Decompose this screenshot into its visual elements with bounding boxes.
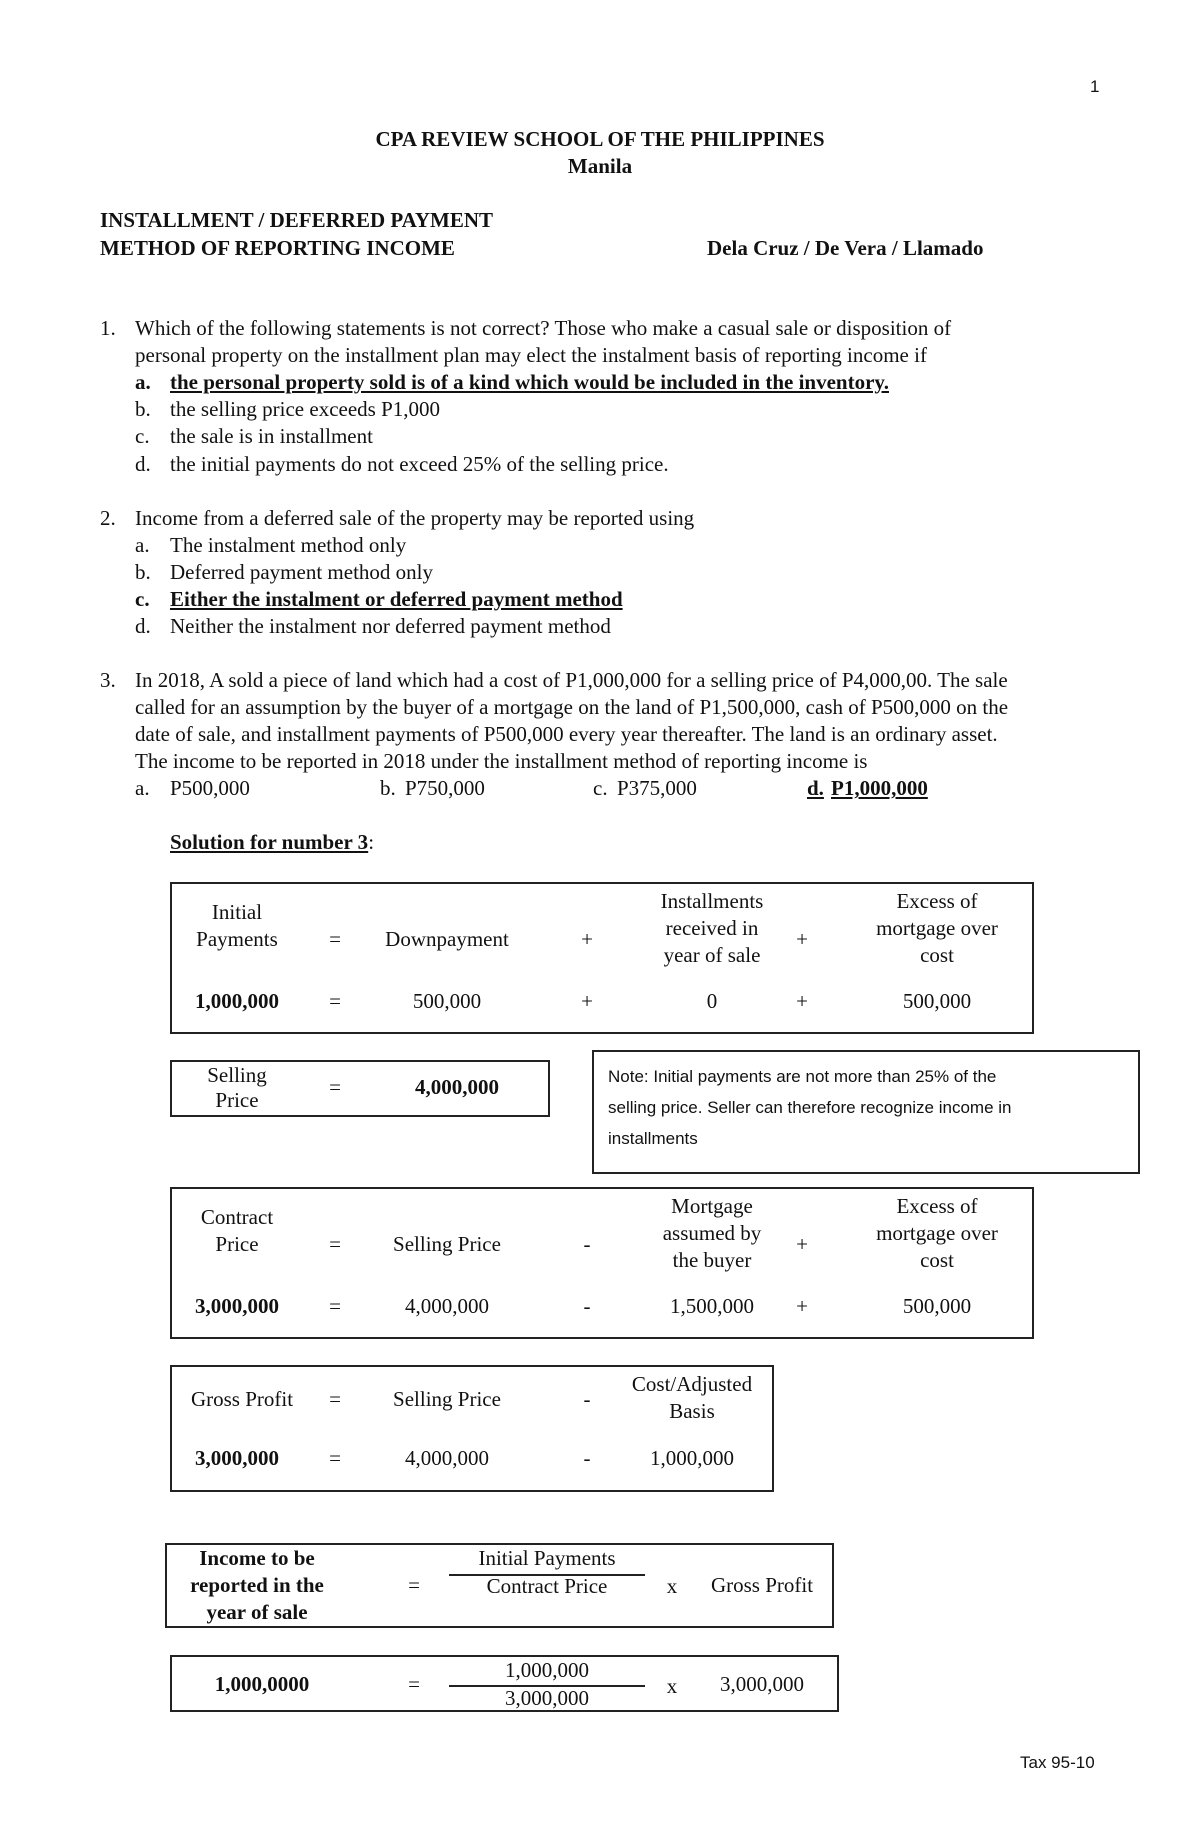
label-line: Price	[215, 1088, 259, 1112]
term-selling-price: Selling Price	[393, 1387, 501, 1411]
value-excess: 500,000	[902, 1294, 972, 1318]
solution-heading-text: Solution for number 3	[170, 830, 369, 854]
term-line: Excess of	[896, 1194, 978, 1218]
term-line: cost	[920, 1248, 954, 1272]
label-gross-profit: Gross Profit	[190, 1387, 294, 1411]
q3-number: 3.	[100, 668, 116, 692]
minus-sign: -	[583, 1387, 591, 1411]
q3-option-letter: d.	[807, 776, 824, 800]
footer-code: Tax 95-10	[1020, 1753, 1095, 1772]
multiply-sign: x	[666, 1674, 678, 1698]
q2-option-letter: d.	[135, 614, 151, 638]
equals-sign: =	[408, 1573, 420, 1597]
gross-profit-box	[170, 1365, 774, 1492]
q1-option-letter: c.	[135, 424, 150, 448]
q3-option-text: P750,000	[405, 776, 485, 800]
school-city: Manila	[567, 154, 633, 178]
note-line: installments	[608, 1129, 698, 1148]
topic-line-2: METHOD OF REPORTING INCOME	[100, 236, 455, 260]
value-selling-price: 4,000,000	[415, 1075, 499, 1099]
equals-sign: =	[329, 989, 341, 1013]
term-line: cost	[920, 943, 954, 967]
q1-option-text: the initial payments do not exceed 25% of the selling price.	[170, 452, 669, 476]
equals-sign: =	[329, 927, 341, 951]
initial-payments-box	[170, 882, 1034, 1034]
term-gross-profit: Gross Profit	[710, 1573, 814, 1597]
plus-sign: +	[796, 1294, 808, 1318]
value-mortgage: 1,500,000	[670, 1294, 754, 1318]
term-line: the buyer	[672, 1248, 752, 1272]
value-selling-price: 4,000,000	[405, 1294, 489, 1318]
value-excess: 500,000	[902, 989, 972, 1013]
plus-sign: +	[796, 989, 808, 1013]
equals-sign: =	[329, 1294, 341, 1318]
label-line: Price	[215, 1232, 259, 1256]
term-line: assumed by	[662, 1221, 762, 1245]
q2-option-answer: Either the instalment or deferred payment method	[170, 587, 623, 611]
solution-heading	[170, 829, 374, 855]
q1-option-answer: the personal property sold is of a kind which would be included in the inventory.	[170, 370, 889, 394]
result-box	[170, 1655, 839, 1712]
value-cost: 1,000,000	[650, 1446, 734, 1470]
q2-option-text: The instalment method only	[170, 533, 407, 557]
topic-line-1: INSTALLMENT / DEFERRED PAYMENT	[100, 208, 494, 232]
note-line: selling price. Seller can therefore recognize income in	[608, 1098, 1012, 1117]
q1-text-line-2: personal property on the installment plan may elect the instalment basis of reporting income if	[135, 343, 927, 367]
value-initial-payments: 1,000,000	[195, 989, 279, 1013]
q3-option-text: P500,000	[170, 776, 250, 800]
term-downpayment: Downpayment	[385, 927, 509, 951]
value-gross-profit: 3,000,000	[195, 1446, 279, 1470]
equals-sign: =	[329, 1232, 341, 1256]
q1-option-letter: a.	[135, 370, 151, 394]
value-income: 1,000,0000	[214, 1672, 310, 1696]
plus-sign: +	[796, 927, 808, 951]
q3-text-line: date of sale, and installment payments of P500,000 every year thereafter. The land is an ordinary asset.	[135, 722, 998, 746]
equals-sign: =	[329, 1446, 341, 1470]
q1-option-letter: b.	[135, 397, 151, 421]
label-line: Selling	[207, 1063, 267, 1087]
label-line: Initial	[211, 900, 263, 924]
term-line: received in	[665, 916, 759, 940]
multiply-sign: x	[666, 1574, 678, 1598]
minus-sign: -	[583, 1232, 591, 1256]
fraction-denominator: 3,000,000	[505, 1686, 589, 1710]
page-number: 1	[1090, 77, 1100, 96]
solution-heading-colon: :	[368, 830, 375, 854]
fraction-numerator: 1,000,000	[505, 1658, 589, 1682]
plus-sign: +	[581, 927, 593, 951]
label-line: year of sale	[206, 1600, 308, 1624]
q3-option-letter: a.	[135, 776, 150, 800]
equals-sign: =	[329, 1387, 341, 1411]
q1-option-text: the selling price exceeds P1,000	[170, 397, 441, 421]
term-line: Excess of	[896, 889, 978, 913]
label-line: reported in the	[190, 1573, 324, 1597]
q2-text-line-1: Income from a deferred sale of the property may be reported using	[135, 506, 695, 530]
plus-sign: +	[581, 989, 593, 1013]
q3-option-text: P375,000	[617, 776, 697, 800]
minus-sign: -	[583, 1446, 591, 1470]
value-selling-price: 4,000,000	[405, 1446, 489, 1470]
q3-text-line: The income to be reported in 2018 under the installment method of reporting income is	[135, 749, 868, 773]
label-line: Payments	[196, 927, 278, 951]
term-line: Basis	[669, 1399, 715, 1423]
contract-price-box	[170, 1187, 1034, 1339]
q3-option-letter: c.	[593, 776, 608, 800]
term-line: mortgage over	[876, 1221, 998, 1245]
q1-number: 1.	[100, 316, 116, 340]
q2-option-letter: c.	[135, 587, 150, 611]
label-line: Contract	[200, 1205, 274, 1229]
q3-text-line: called for an assumption by the buyer of a mortgage on the land of P1,500,000, cash of P500,000 on the	[135, 695, 1009, 719]
term-line: Cost/Adjusted	[631, 1372, 753, 1396]
fraction-denominator: Contract Price	[486, 1574, 608, 1598]
plus-sign: +	[796, 1232, 808, 1256]
income-formula-box	[165, 1543, 834, 1628]
minus-sign: -	[583, 1294, 591, 1318]
school-title: CPA REVIEW SCHOOL OF THE PHILIPPINES	[375, 127, 825, 151]
value-downpayment: 500,000	[412, 989, 482, 1013]
q3-text-line: In 2018, A sold a piece of land which had a cost of P1,000,000 for a selling price of P4,000,00. The sale	[135, 668, 1008, 692]
fraction-numerator: Initial Payments	[478, 1546, 616, 1570]
term-selling-price: Selling Price	[393, 1232, 501, 1256]
q3-option-answer: P1,000,000	[831, 776, 928, 800]
q1-text-line-1: Which of the following statements is not correct? Those who make a casual sale or disposition of	[135, 316, 952, 340]
value-contract-price: 3,000,000	[195, 1294, 279, 1318]
q1-option-text: the sale is in installment	[170, 424, 373, 448]
equals-sign: =	[329, 1075, 341, 1099]
term-line: year of sale	[663, 943, 761, 967]
q2-number: 2.	[100, 506, 116, 530]
q2-option-text: Deferred payment method only	[170, 560, 433, 584]
value-installments: 0	[706, 989, 718, 1013]
q2-option-letter: b.	[135, 560, 151, 584]
note-line: Note: Initial payments are not more than 25% of the	[608, 1067, 997, 1086]
term-line: Mortgage	[671, 1194, 753, 1218]
q2-option-text: Neither the instalment nor deferred payment method	[170, 614, 611, 638]
note-box	[592, 1050, 1140, 1174]
authors: Dela Cruz / De Vera / Llamado	[707, 236, 984, 260]
q2-option-letter: a.	[135, 533, 150, 557]
q3-option-letter: b.	[380, 776, 396, 800]
selling-price-box	[170, 1060, 550, 1117]
label-line: Income to be	[199, 1546, 315, 1570]
term-line: Installments	[660, 889, 764, 913]
equals-sign: =	[408, 1672, 420, 1696]
value-gross-profit: 3,000,000	[720, 1672, 804, 1696]
term-line: mortgage over	[876, 916, 998, 940]
q1-option-letter: d.	[135, 452, 151, 476]
